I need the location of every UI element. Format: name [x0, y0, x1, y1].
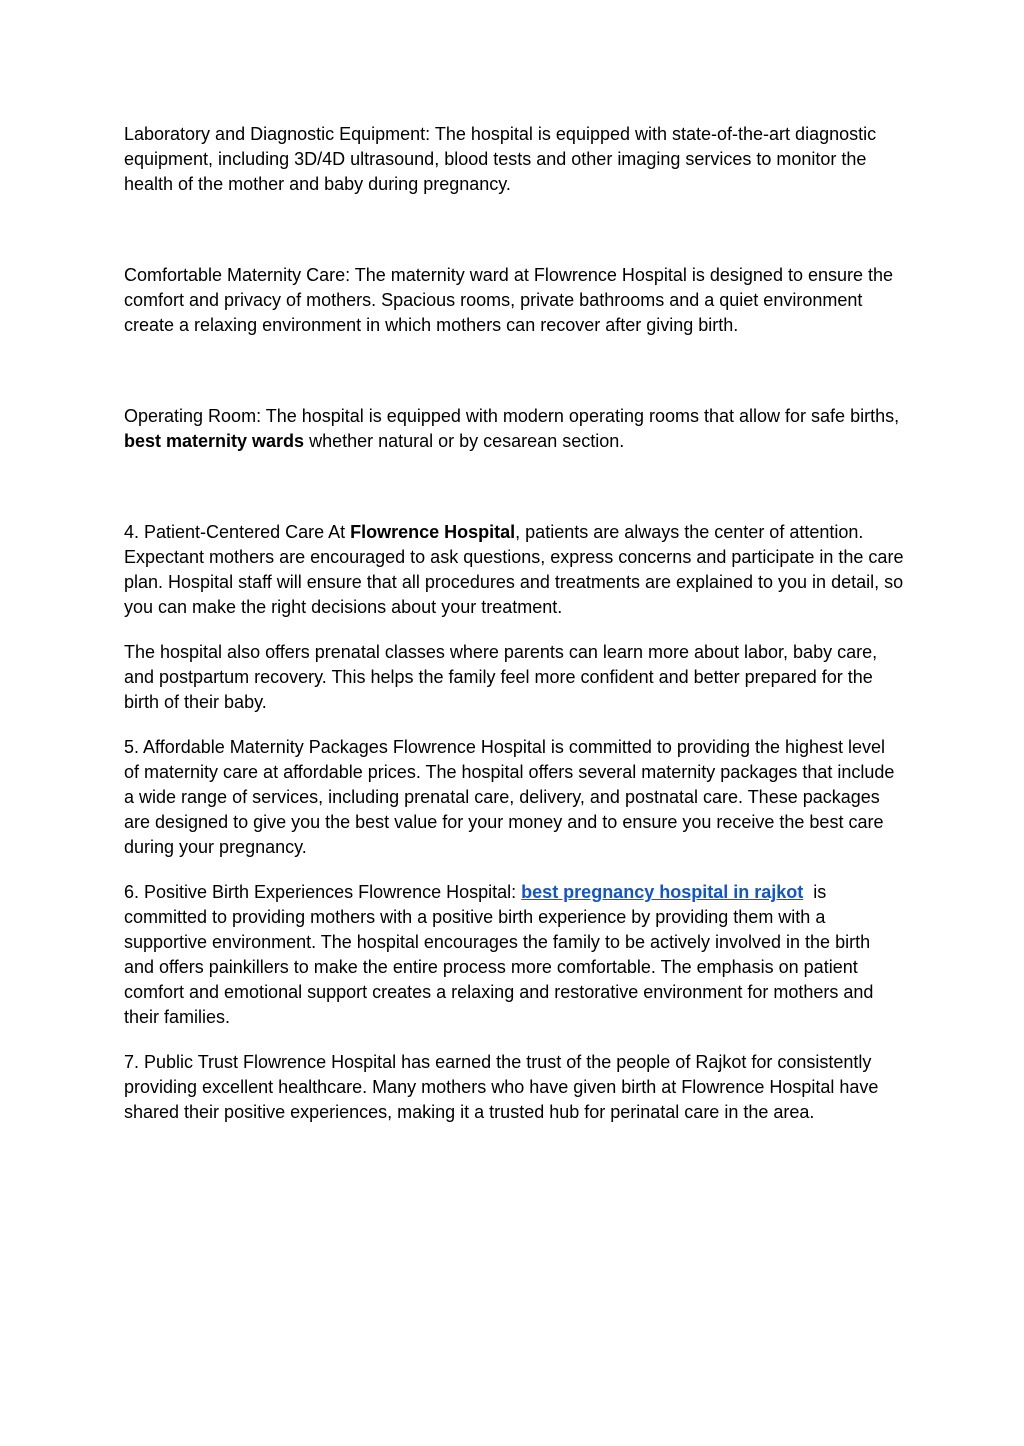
paragraph-birth-experiences — [124, 880, 904, 1030]
paragraph-text: is committed to providing mothers with a positive birth experience by providing them with a supportive environment. The hospital encourages the family to be actively involved in the birth and offers painkillers to make the entire process more comfortable. The emphasis on patient comfort and emotional support creates a relaxing and restorative environment for mothers and their families. — [124, 882, 879, 1027]
paragraph-text: Laboratory and Diagnostic Equipment: The hospital is equipped with state-of-the-art diagnostic equipment, including 3D/4D ultrasound, blood tests and other imaging services to monitor the health of the mother and baby during pregnancy. — [124, 124, 877, 194]
paragraph-text: 7. Public Trust Flowrence Hospital has earned the trust of the people of Rajkot for consistently providing excellent healthcare. Many mothers who have given birth at Flowrence Hospital have shared their positive experiences, making it a trusted hub for perinatal care in the area. — [124, 1052, 879, 1122]
paragraph-prenatal-classes — [124, 640, 904, 715]
paragraph-text: Operating Room: The hospital is equipped with modern operating rooms that allow for safe births, — [124, 406, 900, 426]
bold-keyword: best maternity wards — [124, 431, 305, 451]
paragraph-patient-centered-care — [124, 520, 904, 620]
hospital-link[interactable]: best pregnancy hospital in rajkot — [521, 882, 804, 902]
paragraph-text: whether natural or by cesarean section. — [304, 431, 625, 451]
paragraph-lab-equipment — [124, 122, 904, 197]
paragraph-text: 5. Affordable Maternity Packages Flowrence Hospital is committed to providing the highest level of maternity care at affordable prices. The hospital offers several maternity packages that include a wide range of services, including prenatal care, delivery, and postnatal care. These packages are designed to give you the best value for your money and to ensure you receive the best care during your pregnancy. — [124, 737, 895, 857]
paragraph-text: , patients are always the center of attention. Expectant mothers are encouraged to ask questions, express concerns and participate in the care plan. Hospital staff will ensure that all procedures and treatments are explained to you in detail, so you can make the right decisions about your treatment. — [124, 522, 904, 617]
paragraph-affordable-packages — [124, 735, 904, 860]
paragraph-text: Comfortable Maternity Care: The maternity ward at Flowrence Hospital is designed to ensure the comfort and privacy of mothers. Spacious rooms, private bathrooms and a quiet environment create a relaxing environment in which mothers can recover after giving birth. — [124, 265, 894, 335]
paragraph-text: 6. Positive Birth Experiences Flowrence Hospital: — [124, 882, 522, 902]
paragraph-public-trust — [124, 1050, 904, 1125]
document-body — [124, 122, 904, 1125]
paragraph-operating-room — [124, 404, 904, 454]
paragraph-text: The hospital also offers prenatal classes where parents can learn more about labor, baby care, and postpartum recovery. This helps the family feel more confident and better prepared for the birth of their baby. — [124, 642, 878, 712]
paragraph-text: 4. Patient-Centered Care At — [124, 522, 351, 542]
bold-keyword: Flowrence Hospital — [350, 522, 516, 542]
paragraph-maternity-care — [124, 263, 904, 338]
